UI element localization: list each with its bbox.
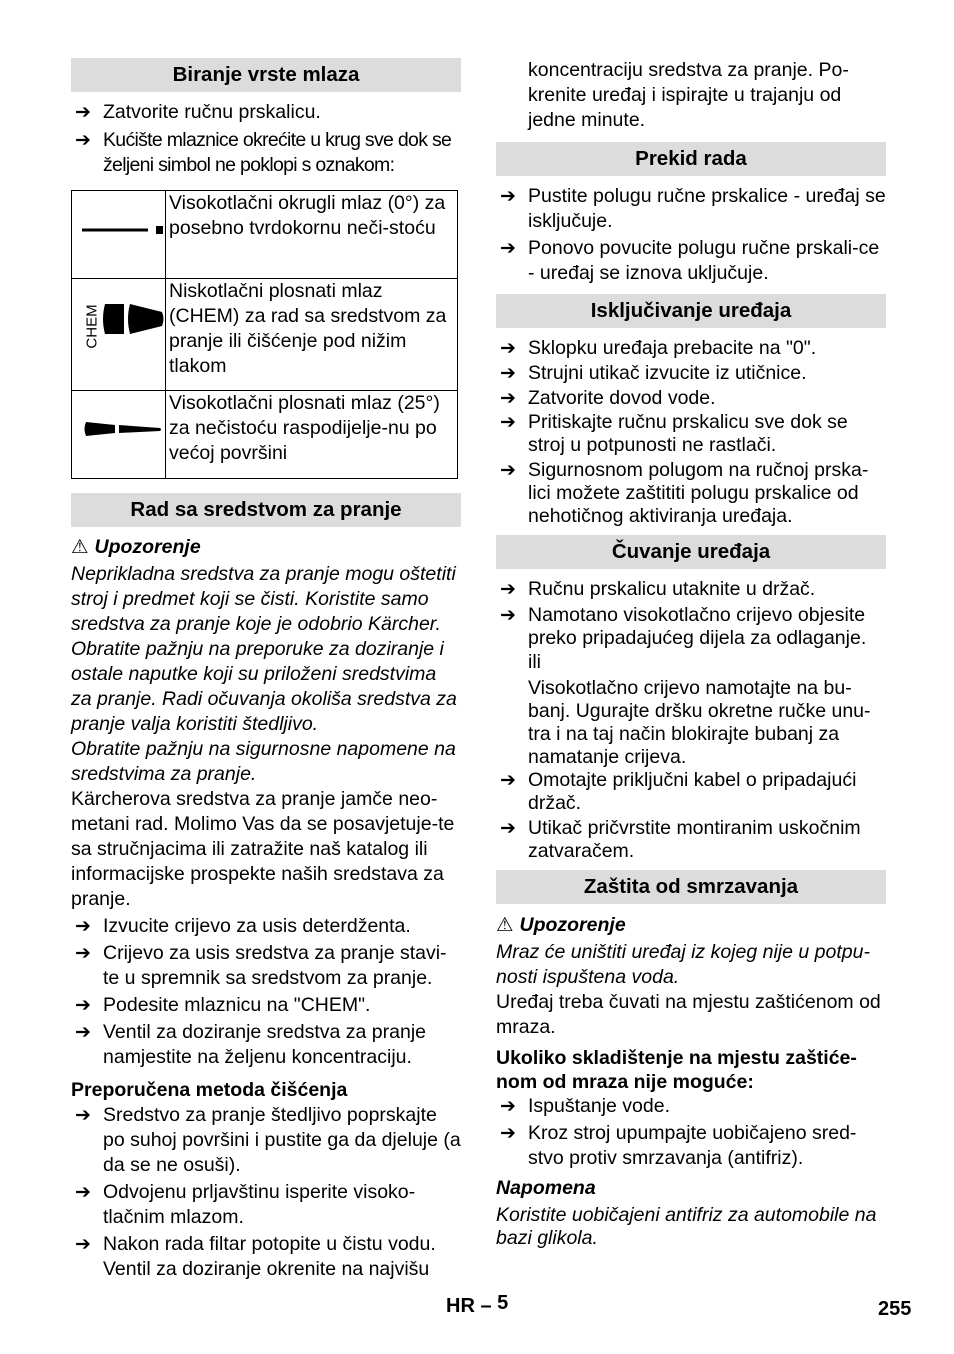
round-jet-symbol: [72, 191, 166, 279]
list-item: ➔ Sigurnosnom polugom na ručnoj prska-lici možete zaštititi polugu prskalice od nehotičnog aktiviranja uređaja.: [500, 459, 869, 527]
list-item: ➔ Zatvorite ručnu prskalicu.: [75, 101, 321, 123]
section-heading-frost: Zaštita od smrzavanja: [496, 870, 886, 904]
footer-language: HR – 5: [446, 1292, 509, 1317]
arrow-icon: ➔: [500, 1096, 516, 1117]
section-heading-stop: Prekid rada: [496, 142, 886, 176]
warning-heading: ⚠ Upozorenje: [71, 536, 201, 558]
arrow-icon: ➔: [75, 102, 91, 123]
list-item: ➔ Kućište mlaznice okrećite u krug sve dok se željeni simbol ne poklopi s oznakom:: [75, 129, 452, 176]
arrow-icon: ➔: [75, 130, 91, 151]
bold-paragraph: Ukoliko skladištenje na mjestu zaštiće-nom od mraza nije moguće:: [496, 1047, 857, 1093]
list-item: ➔ Kroz stroj upumpajte uobičajeno sred-stvo protiv smrzavanja (antifriz).: [500, 1122, 857, 1169]
table-cell: Visokotlačni plosnati mlaz (25°) za nečistoću raspodijelje-nu po većoj površini: [166, 391, 458, 479]
subheading: Preporučena metoda čišćenja: [71, 1079, 348, 1101]
alternative-text: Visokotlačno crijevo namotajte na bu-banj. Ugurajte dršku okretne ručke unu-tra i na taj način blokirajte bubanj za namatanje crijeva.: [528, 677, 871, 768]
list-item: ➔ Namotano visokotlačno crijevo objesite preko pripadajućeg dijela za odlaganje.: [500, 604, 867, 649]
list-item: ➔ Strujni utikač izvucite iz utičnice.: [500, 362, 807, 384]
table-cell: Visokotlačni okrugli mlaz (0°) za posebno tvrdokornu neči-stoću: [166, 191, 458, 279]
list-item: ➔ Pritiskajte ručnu prskalicu sve dok se stroj u potpunosti ne rastlači.: [500, 411, 848, 456]
chem-jet-symbol: [72, 279, 166, 391]
warning-icon: ⚠: [71, 536, 89, 558]
arrow-icon: ➔: [75, 1234, 91, 1255]
arrow-icon: ➔: [75, 943, 91, 964]
list-item: ➔ Ponovo povucite polugu ručne prskali-ce - uređaj se iznova uključuje.: [500, 237, 880, 284]
list-item: ➔ Ventil za doziranje sredstva za pranje namjestite na željenu koncentraciju.: [75, 1021, 427, 1068]
arrow-icon: ➔: [500, 605, 516, 626]
table-row: [72, 279, 458, 391]
arrow-icon: ➔: [500, 412, 516, 433]
table-cell: Niskotlačni plosnati mlaz (CHEM) za rad sa sredstvom za pranje ili čišćenje pod nižim tlakom: [166, 279, 458, 391]
warning-text: Mraz će uništiti uređaj iz kojeg nije u potpu-nosti ispuštena voda.: [496, 941, 870, 988]
section-heading-storage: Čuvanje uređaja: [496, 535, 886, 569]
section-heading-detergent: Rad sa sredstvom za pranje: [71, 493, 461, 527]
chem-label: CHEM: [83, 304, 101, 349]
warning-icon: ⚠: [496, 914, 514, 936]
continued-text: koncentraciju sredstva za pranje. Po-krenite uređaj i ispirajte u trajanju od jedne minute.: [528, 59, 849, 131]
note-heading: Napomena: [496, 1177, 596, 1199]
arrow-icon: ➔: [75, 1105, 91, 1126]
note-text: Koristite uobičajeni antifriz za automobile na bazi glikola.: [496, 1204, 877, 1249]
list-item: ➔ Pustite polugu ručne prskalice - uređaj se isključuje.: [500, 185, 886, 232]
list-item: ➔ Omotajte priključni kabel o pripadajući držač.: [500, 769, 857, 814]
list-item: ➔ Odvojenu prljavštinu isperite visoko-tlačnim mlazom.: [75, 1181, 416, 1228]
table-row: [72, 191, 458, 279]
section-heading-shutdown: Isključivanje uređaja: [496, 294, 886, 328]
list-item: ➔ Ručnu prskalicu utaknite u držač.: [500, 578, 816, 600]
arrow-icon: ➔: [500, 238, 516, 259]
list-item: ➔ Crijevo za usis sredstva za pranje stavi-te u spremnik sa sredstvom za pranje.: [75, 942, 447, 989]
warning-text: Neprikladna sredstva za pranje mogu oštetiti stroj i predmet koji se čisti. Koristite samo sredstva za pranje koje je odobrio Kärcher. Obratite pažnju na preporuke za doziranje i ostale naputke koji su priloženi sredstvima za pranje. Radi očuvanja okoliša sredstva za pranje valja koristiti štedljivo.: [71, 563, 457, 735]
warning-heading: ⚠ Upozorenje: [496, 914, 626, 936]
round-jet-icon: [72, 191, 165, 271]
nozzle-table: [71, 190, 458, 479]
arrow-icon: ➔: [500, 363, 516, 384]
list-item: ➔ Podesite mlaznicu na "CHEM".: [75, 994, 371, 1016]
section-heading-jet-selection: Biranje vrste mlaza: [71, 58, 461, 92]
arrow-icon: ➔: [75, 1182, 91, 1203]
left-column: [71, 58, 461, 1282]
list-item: ➔ Utikač pričvrstite montiranim uskočnim zatvaračem.: [500, 817, 861, 862]
list-item: ➔ Izvucite crijevo za usis deterdženta.: [75, 915, 411, 937]
or-text: ili: [528, 651, 541, 673]
list-item: ➔ Ispuštanje vode.: [500, 1095, 671, 1117]
arrow-icon: ➔: [500, 388, 516, 409]
arrow-icon: ➔: [500, 818, 516, 839]
arrow-icon: ➔: [75, 916, 91, 937]
paragraph: Kärcherova sredstva za pranje jamče neo-metani rad. Molimo Vas da se posavjetuje-te sa stručnjacima ili zatražite naš katalog ili informacijske prospekte naših sredstava za pranje.: [71, 788, 455, 910]
flat-jet-icon: [72, 391, 165, 471]
right-column: [496, 58, 886, 1250]
arrow-icon: ➔: [75, 1022, 91, 1043]
list-item: ➔ Sklopku uređaja prebacite na "0".: [500, 337, 817, 359]
arrow-icon: ➔: [500, 770, 516, 791]
table-row: [72, 391, 458, 479]
arrow-icon: ➔: [500, 186, 516, 207]
flat-jet-symbol: [72, 391, 166, 479]
warning-text: Obratite pažnju na sigurnosne napomene na sredstvima za pranje.: [71, 738, 456, 785]
arrow-icon: ➔: [500, 579, 516, 600]
list-item: ➔ Zatvorite dovod vode.: [500, 387, 716, 409]
arrow-icon: ➔: [75, 995, 91, 1016]
arrow-icon: ➔: [500, 1123, 516, 1144]
arrow-icon: ➔: [500, 460, 516, 481]
list-item: ➔ Nakon rada filtar potopite u čistu vodu. Ventil za doziranje okrenite na najvišu: [75, 1233, 436, 1280]
arrow-icon: ➔: [500, 338, 516, 359]
list-item: ➔ Sredstvo za pranje štedljivo poprskajte po suhoj površini i pustite ga da djeluje (a da se ne osuši).: [75, 1104, 461, 1176]
paragraph: Uređaj treba čuvati na mjestu zaštićenom od mraza.: [496, 991, 881, 1038]
page-number: 255: [878, 1298, 912, 1320]
